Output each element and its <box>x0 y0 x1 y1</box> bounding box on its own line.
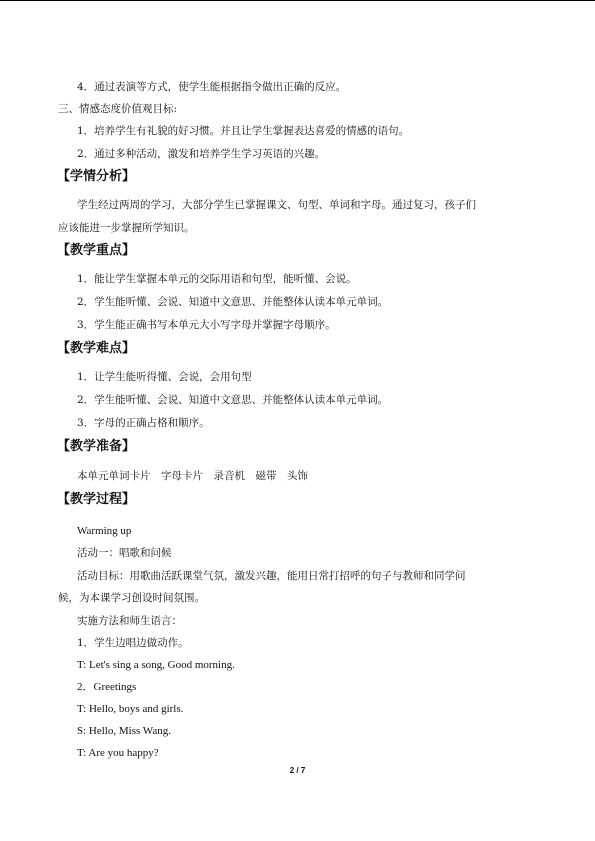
dialogue-line-2: T: Hello, boys and girls. <box>77 703 184 715</box>
heading-student-analysis: 【学情分析】 <box>57 169 136 184</box>
key-point-2: 2．学生能听懂、会说、知道中文意思、并能整体认读本单元单词。 <box>77 296 389 308</box>
preparation-materials: 本单元单词卡片 字母卡片 录音机 磁带 头饰 <box>77 470 308 482</box>
dialogue-line-4: T: Are you happy? <box>77 747 159 759</box>
section-affective-goals: 三、情感态度价值观目标: <box>58 103 178 115</box>
activity-goal-line-2: 候，为本课学习创设时间氛围。 <box>58 592 205 604</box>
dialogue-line-1: T: Let's sing a song, Good morning. <box>77 659 235 671</box>
key-point-3: 3．学生能正确书写本单元大小写字母并掌握字母顺序。 <box>77 319 336 331</box>
method-step-1: 1．学生边唱边做动作。 <box>77 637 189 649</box>
method-step-2: 2．Greetings <box>77 681 137 693</box>
page-top-rule <box>0 0 595 1</box>
affective-goal-1: 1．培养学生有礼貌的好习惯。并且让学生掌握表达喜爱的情感的语句。 <box>77 125 410 137</box>
activity-goal-line-1: 活动目标：用歌曲活跃课堂气氛，激发兴趣，能用日常打招呼的句子与教师和同学问 <box>77 570 466 582</box>
activity-1-title: 活动一：唱歌和问候 <box>77 547 172 559</box>
heading-teaching-process: 【教学过程】 <box>57 492 136 507</box>
objective-item-4: 4．通过表演等方式，使学生能根据指令做出正确的反应。 <box>77 81 347 93</box>
heading-preparation: 【教学准备】 <box>57 439 136 454</box>
method-heading: 实施方法和师生语言： <box>77 615 182 627</box>
heading-difficulties: 【教学难点】 <box>57 341 136 356</box>
difficulty-2: 2．学生能听懂、会说、知道中文意思、并能整体认读本单元单词。 <box>77 394 389 406</box>
difficulty-1: 1．让学生能听得懂、会说，会用句型 <box>77 371 252 383</box>
heading-key-points: 【教学重点】 <box>57 243 136 258</box>
student-analysis-text-1: 学生经过两周的学习，大部分学生已掌握课文、句型、单词和字母。通过复习，孩子们 <box>77 199 476 211</box>
page-number: 2 / 7 <box>289 766 306 775</box>
process-warming-up: Warming up <box>77 525 132 537</box>
dialogue-line-3: S: Hello, Miss Wang. <box>77 725 171 737</box>
key-point-1: 1．能让学生掌握本单元的交际用语和句型，能听懂、会说。 <box>77 273 357 285</box>
affective-goal-2: 2．通过多种活动，激发和培养学生学习英语的兴趣。 <box>77 148 326 160</box>
difficulty-3: 3．字母的正确占格和顺序。 <box>77 417 210 429</box>
student-analysis-text-2: 应该能进一步掌握所学知识。 <box>58 222 195 234</box>
